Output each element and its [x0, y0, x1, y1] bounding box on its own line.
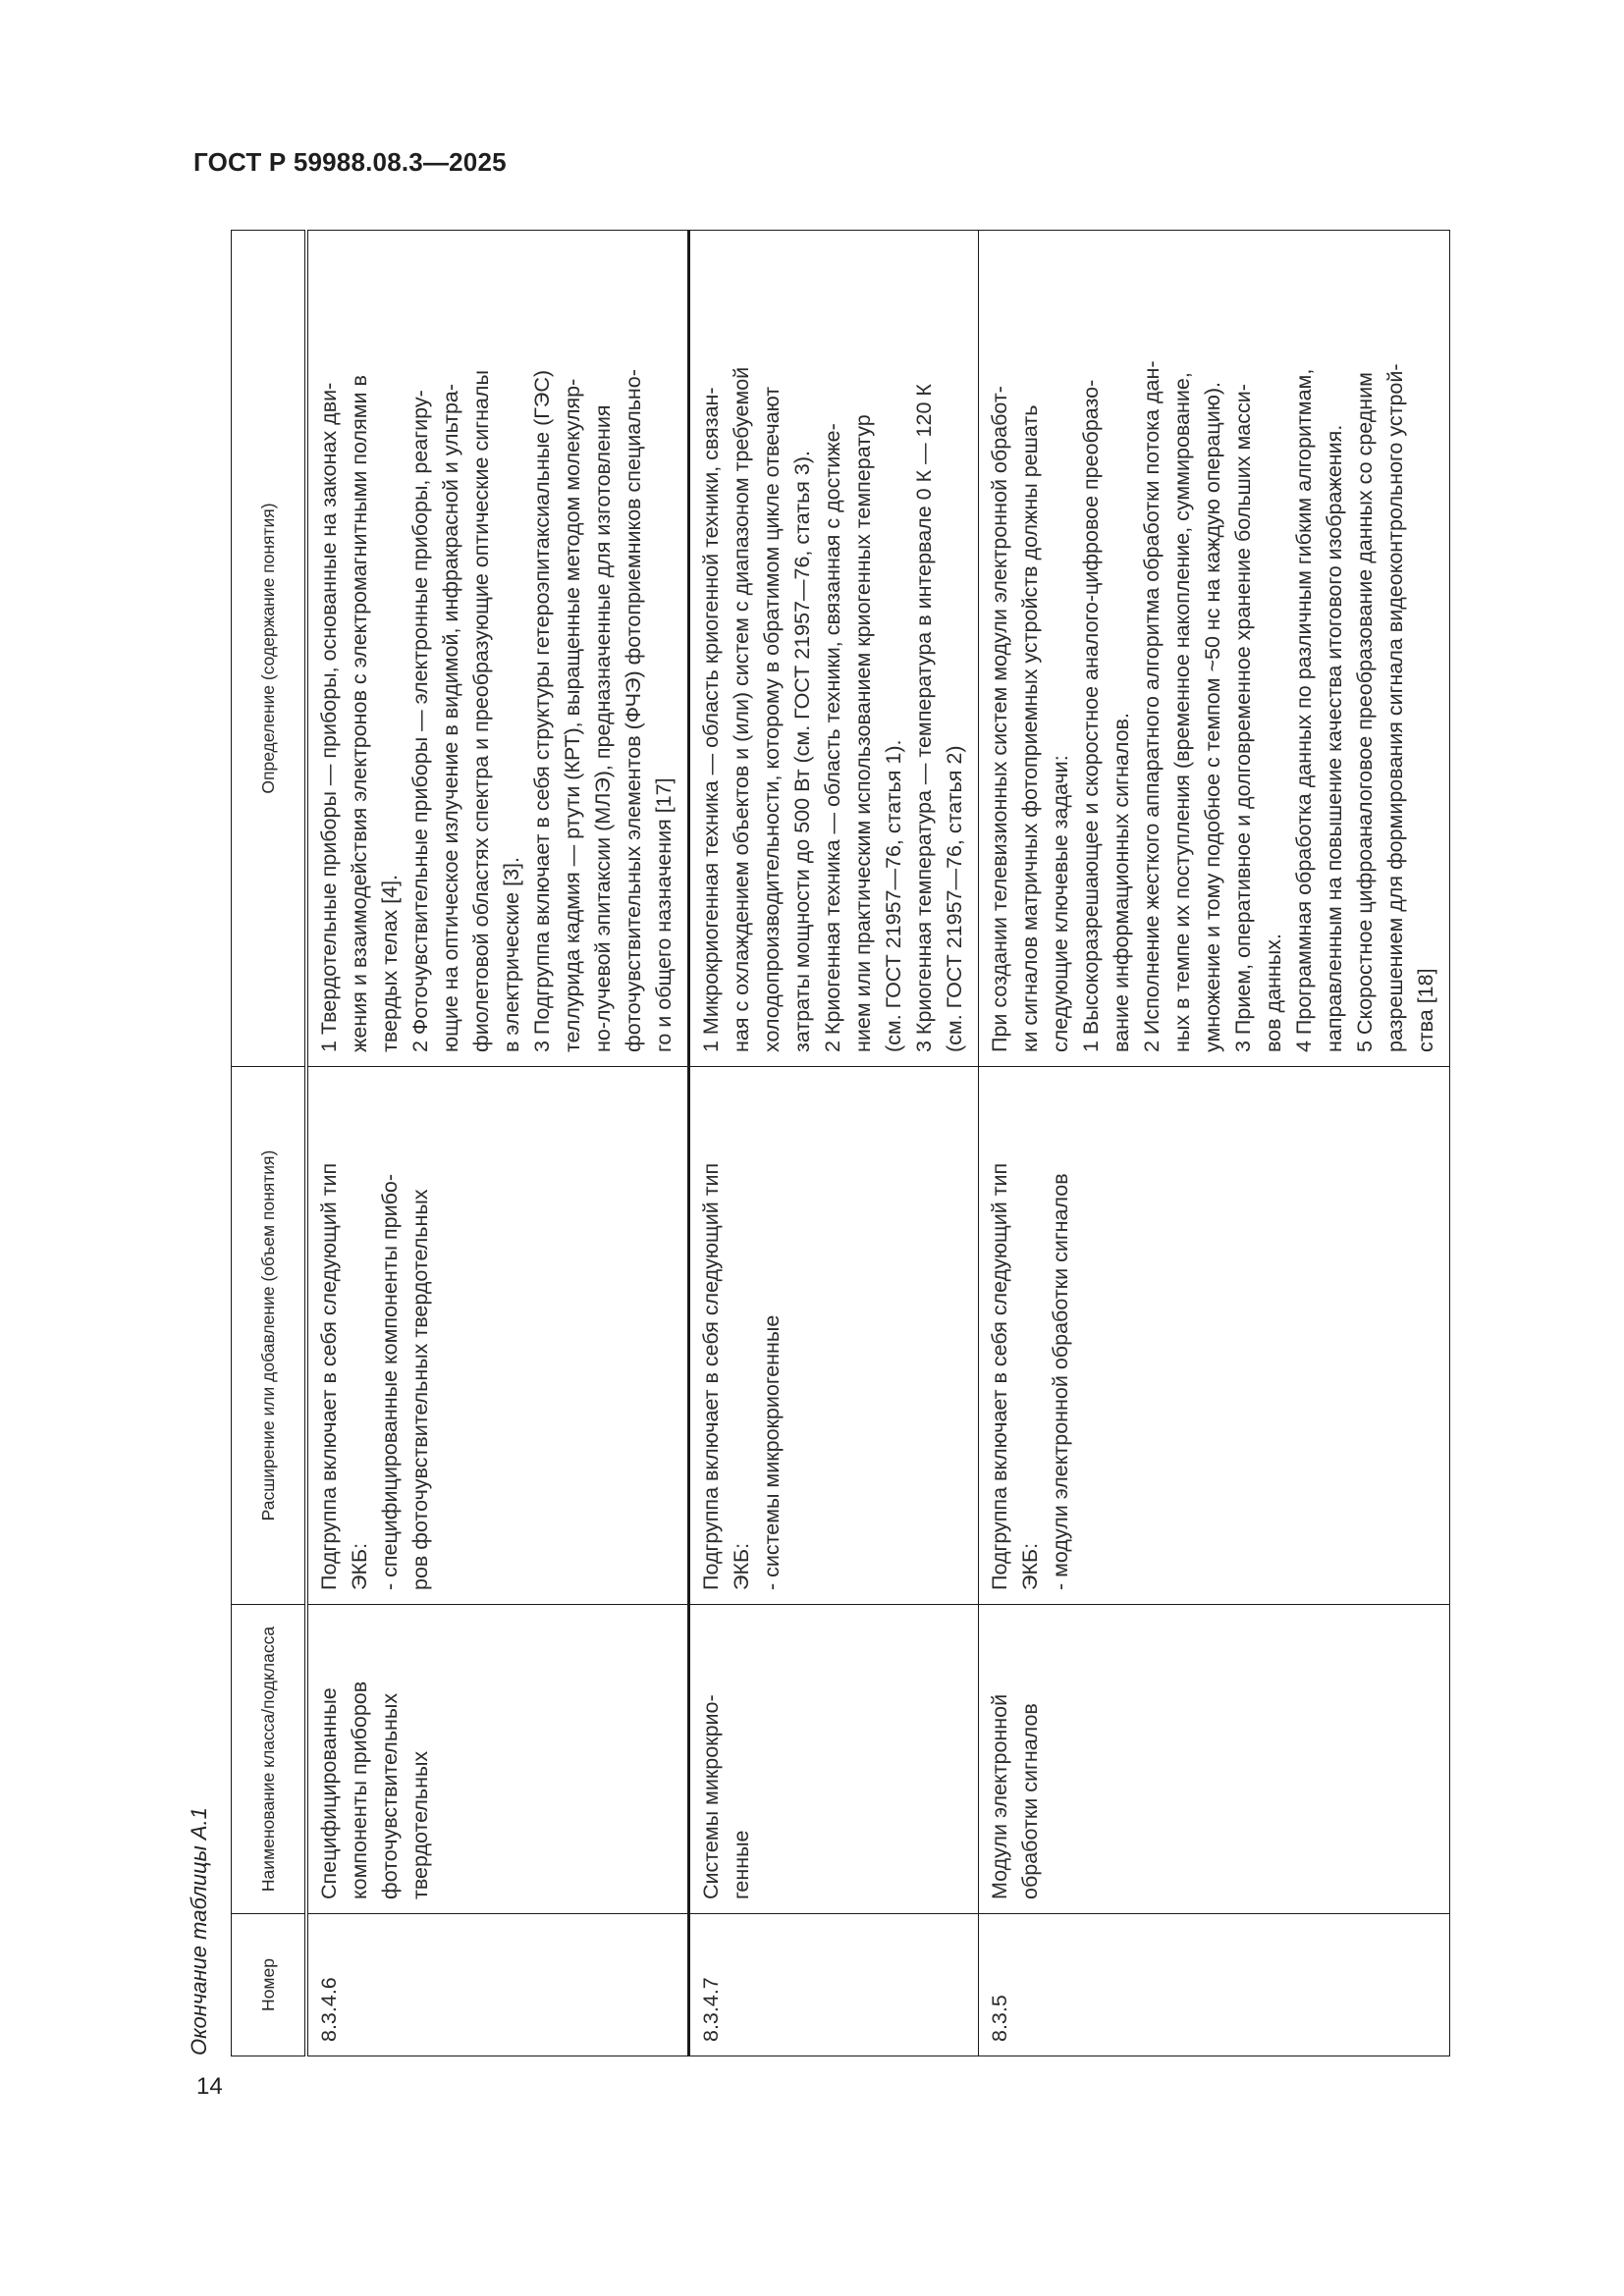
document-header: ГОСТ Р 59988.08.3—2025: [193, 147, 507, 177]
row-extension: Подгруппа включает в себя следующий тип ЭКБ: - системы микрокриогенные: [689, 1067, 979, 1605]
row-definition: 1 Микрокриогенная техника — область криогенной техники, связан- ная с охлаждением объектов и (или) систем с диапазоном требуемой холодопроизводительности, которому в обратимом цикле отвечают затраты мощности до 500 Вт (см. ГОСТ 21957—76, статья 3). 2 Криогенная техника — область техники, связанная с достиже- нием или практическим использованием криогенных температур (см. ГОСТ 21957—76, статья 1). 3 Криогенная температура — температура в интервале 0 К — 120 К (см. ГОСТ 21957—76, статья 2): [689, 231, 979, 1067]
table-row: [689, 231, 979, 2056]
rotated-table-area: [187, 216, 1437, 2061]
row-definition: При создании телевизионных систем модули электронной обработ- ки сигналов матричных фотоприемных устройств должны решать следующие ключевые задачи: 1 Высокоразрешающее и скоростное аналого-цифровое преобразо- вание информационных сигналов. 2 Исполнение жесткого аппаратного алгоритма обработки потока дан- ных в темпе их поступления (временное накопление, суммирование, умножение и тому подобное с темпом ~50 нс на каждую операцию). 3 Прием, оперативное и долговременное хранение больших масси- вов данных. 4 Программная обработка данных по различным гибким алгоритмам, направленным на повышение качества итогового изображения. 5 Скоростное цифроаналоговое преобразование данных со средним разрешением для формирования сигнала видеоконтрольного устрой- ства [18]: [979, 231, 1450, 1067]
table-row: [306, 231, 689, 2056]
page-number: 14: [196, 2073, 223, 2100]
column-header-name: Наименование класса/подкласса: [232, 1605, 307, 1914]
row-name: Модули электронной обработки сигналов: [979, 1605, 1450, 1914]
definitions-table: [231, 230, 1450, 2056]
row-definition: 1 Твердотельные приборы — приборы, основанные на законах дви- жения и взаимодействия электронов с электромагнитными полями в твердых телах [4]. 2 Фоточувствительные приборы — электронные приборы, реагиру- ющие на оптическое излучение в видимой, инфракрасной и ультра- фиолетовой областях спектра и преобразующие оптические сигналы в электрические [3]. 3 Подгруппа включает в себя структуры гетероэпитаксиальные (ГЭС) теллурида кадмия — ртути (КРТ), выращенные методом молекуляр- но-лучевой эпитаксии (МЛЭ), предназначенные для изготовления фоточувствительных элементов (ФЧЭ) фотоприемников специально- го и общего назначения [17]: [306, 231, 689, 1067]
row-number: 8.3.5: [979, 1914, 1450, 2056]
row-number: 8.3.4.6: [306, 1914, 689, 2056]
column-header-number: Номер: [232, 1914, 307, 2056]
column-header-extension: Расширение или добавление (объем понятия): [232, 1067, 307, 1605]
row-name: Системы микрокрио- генные: [689, 1605, 979, 1914]
row-extension: Подгруппа включает в себя следующий тип ЭКБ: - специфицированные компоненты прибо- ров фоточувствительных твердотельных: [306, 1067, 689, 1605]
table-header-row: [232, 231, 307, 2056]
row-name: Специфицированные компоненты приборов фоточувствительных твердотельных: [306, 1605, 689, 1914]
table-row: [979, 231, 1450, 2056]
row-extension: Подгруппа включает в себя следующий тип ЭКБ: - модули электронной обработки сигналов: [979, 1067, 1450, 1605]
row-number: 8.3.4.7: [689, 1914, 979, 2056]
column-header-definition: Определение (содержание понятия): [232, 231, 307, 1067]
table-caption: Окончание таблицы А.1: [187, 1807, 211, 2056]
